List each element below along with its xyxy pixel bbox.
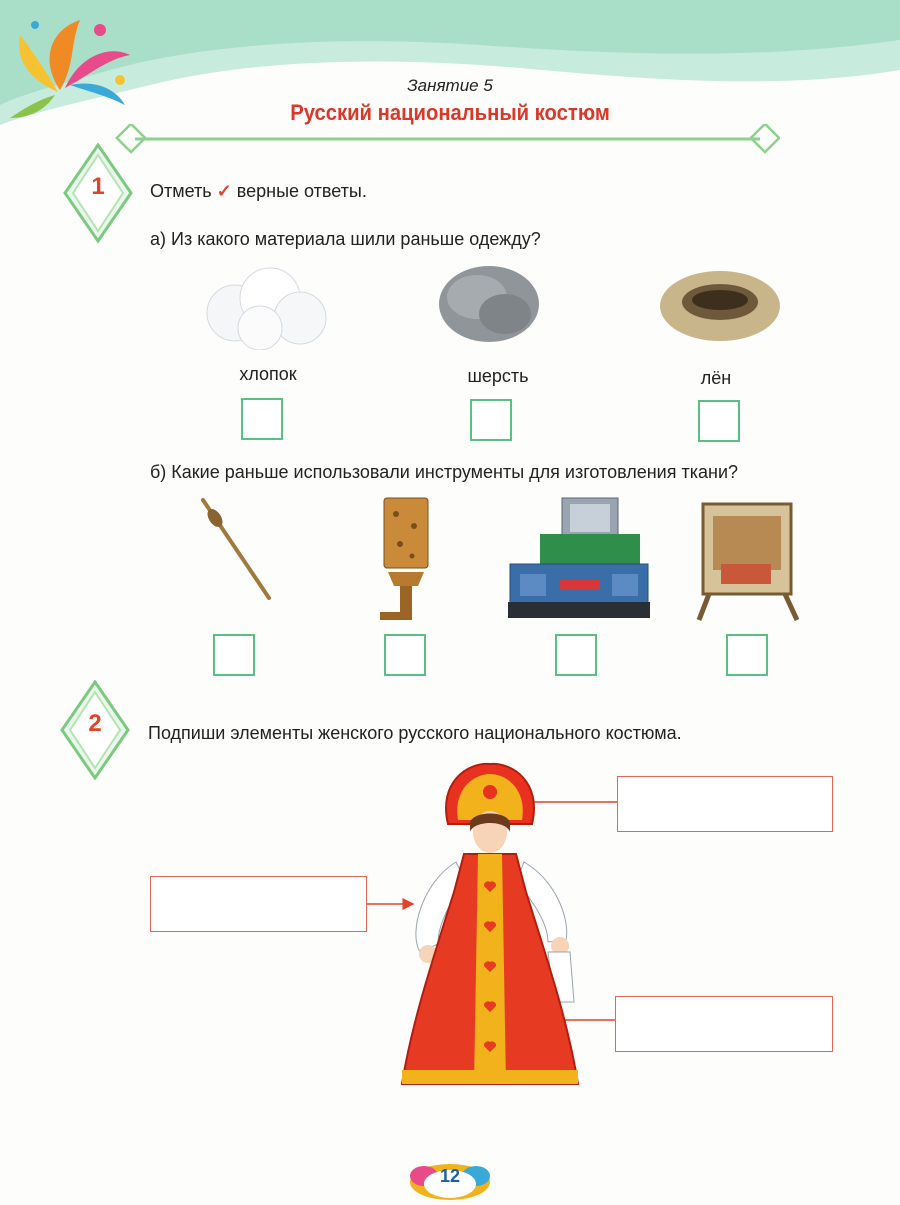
material-label-wool: шерсть <box>467 366 529 386</box>
lesson-label: Занятие 5 <box>407 76 493 95</box>
distaff-icon <box>378 494 434 624</box>
instruction-after: верные ответы. <box>236 181 367 201</box>
wool-icon <box>437 262 542 347</box>
task-2-marker <box>60 680 130 780</box>
page-title: Русский национальный костюм <box>290 100 610 125</box>
flax-nest-icon <box>658 264 783 344</box>
title-divider <box>115 124 780 154</box>
question-a: а) Из какого материала шили раньше одежду? <box>150 229 541 249</box>
check-mark-icon: ✓ <box>216 181 232 201</box>
task-2-number: 2 <box>88 710 102 737</box>
checkbox-wooden-loom[interactable] <box>726 634 768 676</box>
task-2-instruction: Подпиши элементы женского русского национального костюма. <box>148 723 682 743</box>
label-box-headdress[interactable] <box>617 776 833 832</box>
page-number-text: 12 <box>439 1166 461 1186</box>
task-1-marker <box>63 143 133 243</box>
industrial-loom-icon <box>500 494 650 624</box>
page-number <box>404 1152 496 1200</box>
checkbox-spindle[interactable] <box>213 634 255 676</box>
material-label-cotton: хлопок <box>239 364 297 384</box>
checkbox-cotton[interactable] <box>241 398 283 440</box>
label-box-sarafan[interactable] <box>615 996 833 1052</box>
task-1-number: 1 <box>91 173 105 200</box>
instruction-before: Отметь <box>150 181 212 201</box>
checkbox-wool[interactable] <box>470 399 512 441</box>
wooden-loom-icon <box>695 494 800 624</box>
question-b: б) Какие раньше использовали инструменты для изготовления ткани? <box>150 462 739 482</box>
checkbox-distaff[interactable] <box>384 634 426 676</box>
woman-in-sarafan-icon <box>398 762 583 1102</box>
checkbox-industrial-loom[interactable] <box>555 634 597 676</box>
task-1-instruction <box>150 181 367 202</box>
material-label-flax: лён <box>700 368 732 388</box>
checkbox-flax[interactable] <box>698 400 740 442</box>
cotton-balls-icon <box>200 258 330 350</box>
label-box-shirt[interactable] <box>150 876 367 932</box>
spindle-icon <box>195 494 275 604</box>
